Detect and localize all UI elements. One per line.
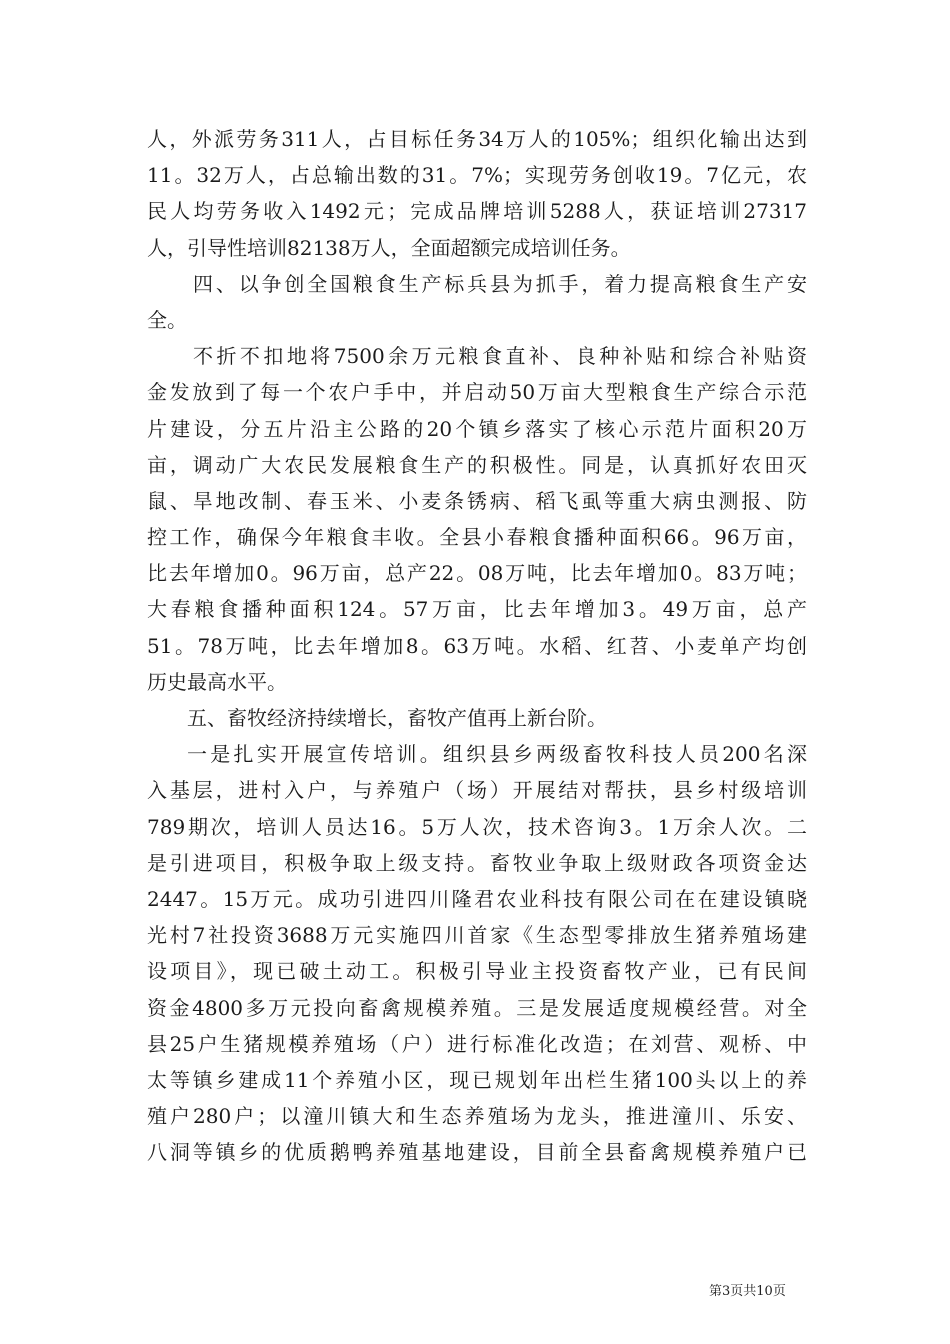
paragraph-grain-production bbox=[147, 338, 807, 700]
text-line: 金发放到了每一个农户手中，并启动50万亩大型粮食生产综合示范 bbox=[147, 380, 807, 405]
document-body bbox=[147, 121, 807, 1170]
text-line: 五、畜牧经济持续增长，畜牧产值再上新台阶。 bbox=[187, 706, 607, 730]
text-line: 一是扎实开展宣传培训。组织县乡两级畜牧科技人员200名深 bbox=[187, 742, 807, 767]
text-line: 太等镇乡建成11个养殖小区，现已规划年出栏生猪100头以上的养 bbox=[147, 1067, 807, 1092]
text-line: 民人均劳务收入1492元；完成品牌培训5288人，获证培训27317 bbox=[147, 199, 807, 224]
text-line: 不折不扣地将7500余万元粮食直补、良种补贴和综合补贴资 bbox=[193, 344, 807, 369]
text-line: 鼠、旱地改制、春玉米、小麦条锈病、稻飞虱等重大病虫测报、防 bbox=[147, 488, 807, 513]
section-heading-four bbox=[147, 266, 807, 338]
text-line: 片建设，分五片沿主公路的20个镇乡落实了核心示范片面积20万 bbox=[147, 416, 807, 441]
text-line: 设项目》，现已破土动工。积极引导业主投资畜牧产业，已有民间 bbox=[147, 959, 807, 984]
text-line: 入基层，进村入户，与养殖户（场）开展结对帮扶，县乡村级培训 bbox=[147, 778, 807, 803]
text-line: 是引进项目，积极争取上级支持。畜牧业争取上级财政各项资金达 bbox=[147, 850, 807, 875]
text-line: 四、以争创全国粮食生产标兵县为抓手，着力提高粮食生产安 bbox=[193, 271, 807, 296]
text-line: 全。 bbox=[147, 307, 187, 332]
text-line: 人，外派劳务311人，占目标任务34万人的105%；组织化输出达到 bbox=[147, 127, 807, 151]
paragraph-labor-export bbox=[147, 121, 807, 266]
text-line: 殖户280户；以潼川镇大和生态养殖场为龙头，推进潼川、乐安、 bbox=[147, 1104, 807, 1129]
text-line: 51。78万吨，比去年增加8。63万吨。水稻、红苕、小麦单产均创 bbox=[147, 633, 807, 658]
text-line: 人，引导性培训82138万人，全面超额完成培训任务。 bbox=[147, 235, 631, 260]
paragraph-livestock bbox=[147, 736, 807, 1170]
text-line: 2447。15万元。成功引进四川隆君农业科技有限公司在在建设镇晓 bbox=[147, 886, 807, 911]
text-line: 789期次，培训人员达16。5万人次，技术咨询3。1万余人次。二 bbox=[147, 814, 807, 839]
section-heading-five bbox=[147, 700, 807, 736]
text-line: 光村7社投资3688万元实施四川首家《生态型零排放生猪养殖场建 bbox=[147, 923, 807, 948]
text-line: 亩，调动广大农民发展粮食生产的积极性。同是，认真抓好农田灭 bbox=[147, 452, 807, 477]
text-line: 资金4800多万元投向畜禽规模养殖。三是发展适度规模经营。对全 bbox=[147, 995, 807, 1020]
text-line: 历史最高水平。 bbox=[147, 669, 287, 694]
text-line: 八洞等镇乡的优质鹅鸭养殖基地建设，目前全县畜禽规模养殖户已 bbox=[147, 1140, 807, 1165]
text-line: 控工作，确保今年粮食丰收。全县小春粮食播种面积66。96万亩， bbox=[147, 525, 807, 550]
page-number: 第3页共10页 bbox=[709, 1284, 786, 1299]
text-line: 比去年增加0。96万亩，总产22。08万吨，比去年增加0。83万吨； bbox=[147, 561, 807, 586]
text-line: 县25户生猪规模养殖场（户）进行标准化改造；在刘营、观桥、中 bbox=[147, 1031, 807, 1056]
text-line: 11。32万人，占总输出数的31。7%；实现劳务创收19。7亿元，农 bbox=[147, 163, 807, 188]
text-line: 大春粮食播种面积124。57万亩，比去年增加3。49万亩，总产 bbox=[147, 597, 807, 622]
